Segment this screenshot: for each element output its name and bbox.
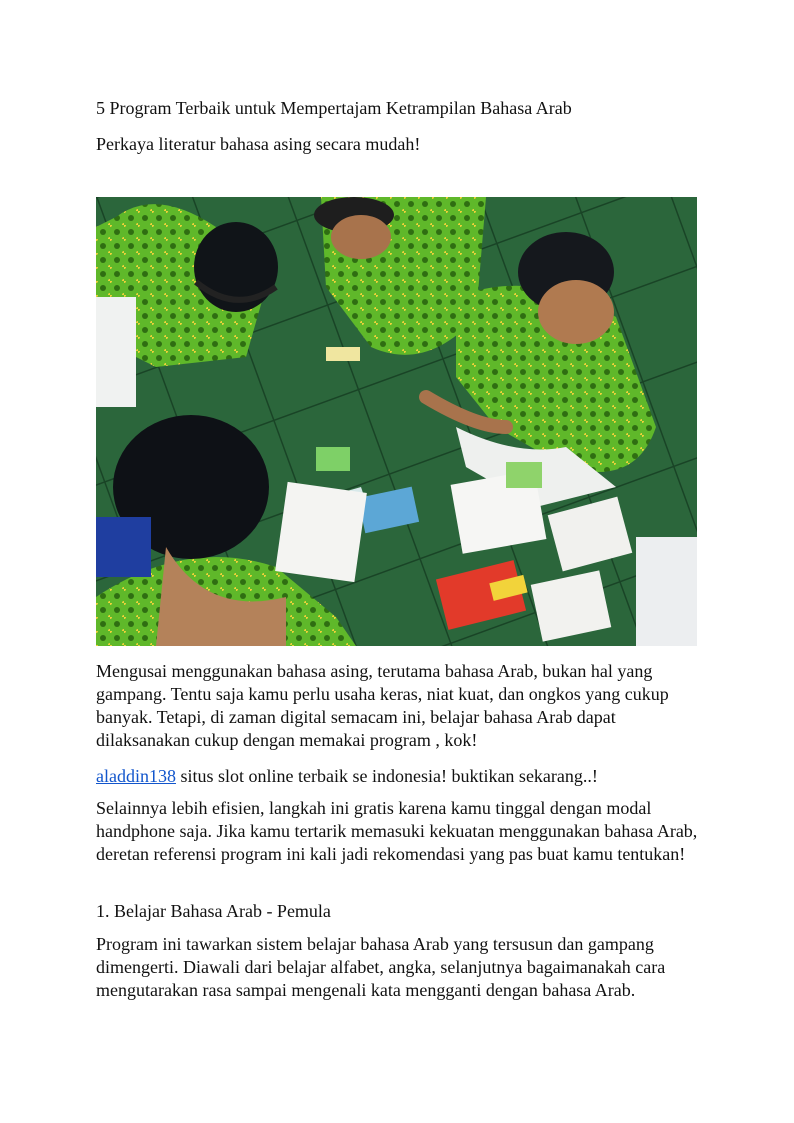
section-heading-1: 1. Belajar Bahasa Arab - Pemula <box>96 901 331 921</box>
section-1-paragraph: Program ini tawarkan sistem belajar bahasa Arab yang tersusun dan gampang dimengerti. Diawali dari belajar alfabet, angka, selanjutnya bagaimanakah cara mengutarakan rasa sampai mengenali kata mengganti dengan bahasa Arab. <box>96 934 666 1000</box>
aladdin138-link[interactable]: aladdin138 <box>96 766 176 786</box>
students-studying-photo <box>96 197 697 646</box>
link-suffix-text: situs slot online terbaik se indonesia! buktikan sekarang..! <box>175 766 598 786</box>
document-subtitle: Perkaya literatur bahasa asing secara mudah! <box>96 134 421 154</box>
efficiency-paragraph: Selainnya lebih efisien, langkah ini gratis karena kamu tinggal dengan modal handphone saja. Jika kamu tertarik memasuki kekuatan menggunakan bahasa Arab, deretan referensi program ini kali jadi rekomendasi yang pas buat kamu tentukan! <box>96 798 698 864</box>
link-paragraph <box>96 765 706 788</box>
document-title: 5 Program Terbaik untuk Mempertajam Ketrampilan Bahasa Arab <box>96 98 572 118</box>
intro-paragraph: Mengusai menggunakan bahasa asing, terutama bahasa Arab, bukan hal yang gampang. Tentu saja kamu perlu usaha keras, niat kuat, dan ongkos yang cukup banyak. Tetapi, di zaman digital semacam ini, belajar bahasa Arab dapat dilaksanakan cukup dengan memakai program , kok! <box>96 661 669 750</box>
